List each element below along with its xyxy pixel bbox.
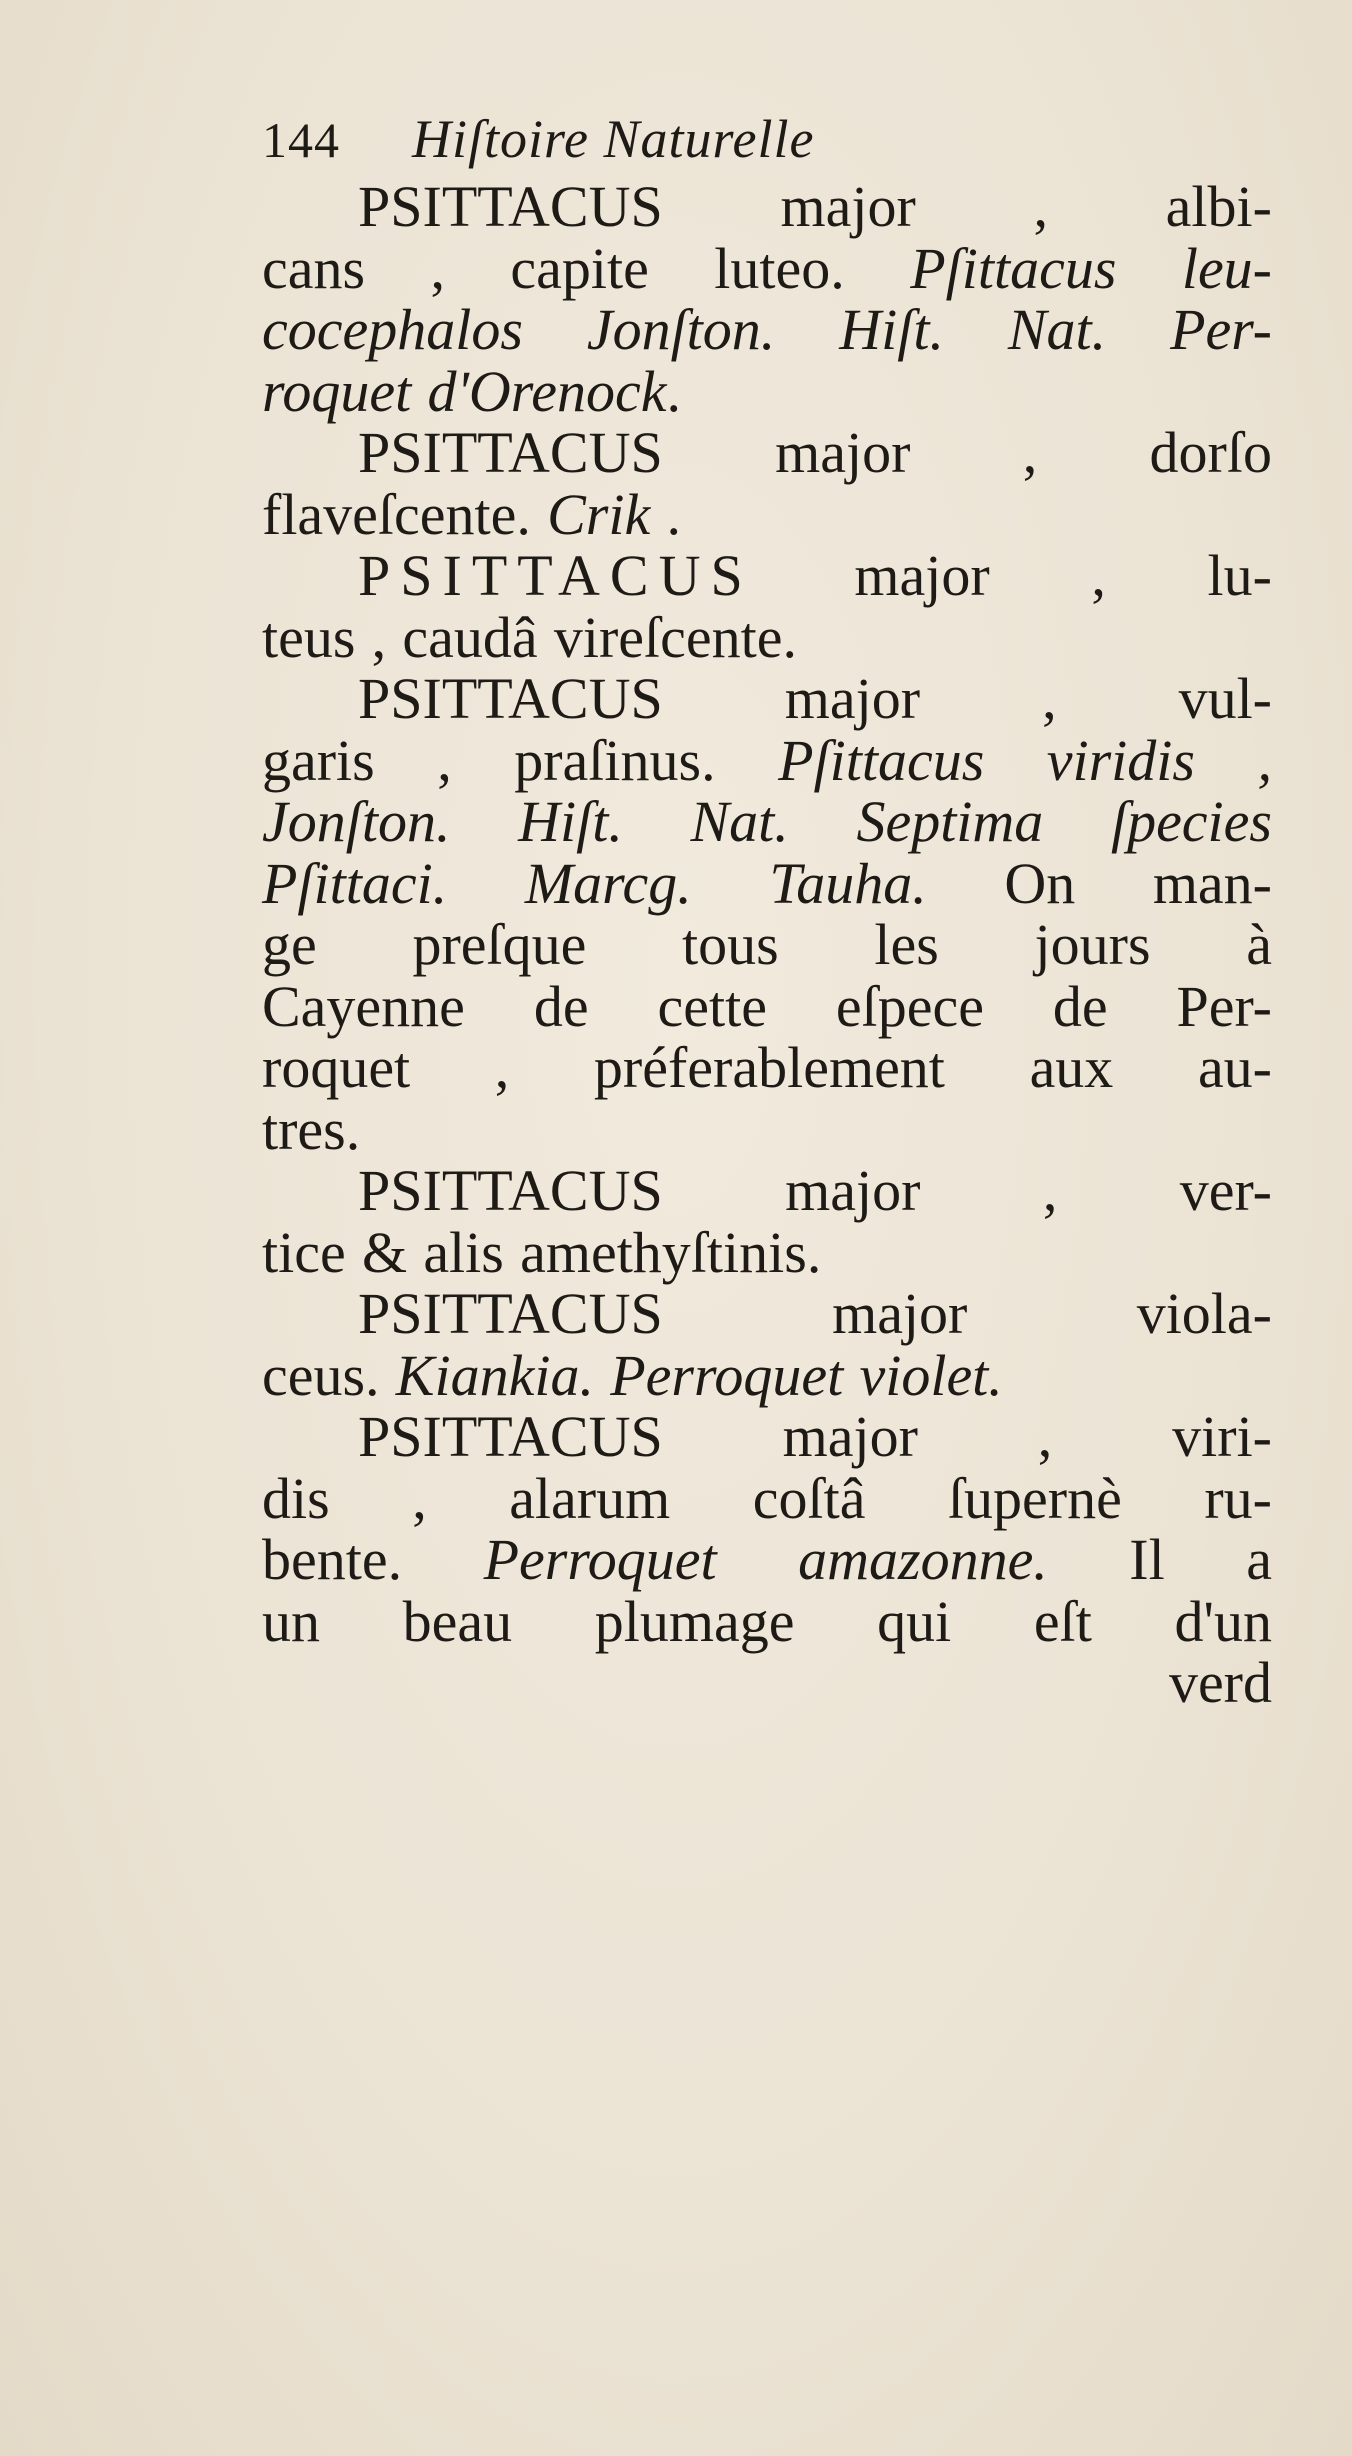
text-run: , — [437, 727, 452, 793]
word — [262, 299, 523, 361]
text-run: ceus. — [262, 1342, 380, 1408]
text-run: , — [1037, 1404, 1053, 1469]
text-run: Pſittaci. — [262, 850, 448, 916]
text-run: ge — [262, 912, 317, 977]
word — [262, 358, 412, 424]
word — [1137, 1283, 1272, 1345]
word — [1174, 1588, 1272, 1654]
text-run: amethyſtinis. — [520, 1219, 822, 1285]
text-run: d'Orenock — [427, 358, 667, 424]
text-run: dis — [262, 1465, 330, 1531]
text-run: preſque — [412, 912, 587, 977]
word — [752, 1465, 866, 1531]
word — [859, 1342, 1003, 1408]
catchword-text: verd — [1168, 1650, 1272, 1715]
text-line — [262, 481, 1272, 547]
word — [358, 545, 753, 607]
word — [587, 299, 775, 361]
word — [262, 1588, 320, 1654]
word — [594, 1037, 945, 1099]
word — [430, 235, 445, 301]
text-run: à — [1246, 912, 1272, 977]
text-run: man- — [1152, 850, 1272, 916]
word — [262, 1465, 330, 1531]
word — [1170, 299, 1272, 361]
text-run: PSITTACUS — [358, 1404, 663, 1469]
text-line — [262, 1406, 1272, 1468]
word — [262, 1342, 380, 1408]
text-run: PSITTACUS — [358, 1281, 663, 1346]
word — [1035, 914, 1151, 976]
text-run: qui — [877, 1588, 952, 1654]
text-line — [262, 850, 1272, 916]
text-run: au- — [1197, 1035, 1272, 1100]
text-run: , — [1033, 174, 1048, 239]
word — [358, 1283, 663, 1345]
text-run: major — [832, 1281, 968, 1346]
text-run: teus — [262, 604, 356, 670]
word — [1033, 1588, 1092, 1654]
word — [778, 727, 985, 793]
text-run: amazonne. — [798, 1527, 1048, 1592]
word — [395, 1342, 594, 1408]
word — [1176, 973, 1272, 1039]
text-run: leu- — [1181, 235, 1272, 301]
word — [518, 791, 623, 853]
text-run: PSITTACUS — [358, 420, 663, 485]
text-line — [262, 668, 1272, 730]
word — [427, 358, 681, 424]
text-line — [262, 914, 1272, 976]
text-run: un — [262, 1588, 320, 1654]
word — [423, 1219, 504, 1285]
word — [262, 1037, 410, 1099]
text-line — [262, 176, 1272, 238]
word — [1111, 791, 1272, 853]
text-line — [262, 1096, 1272, 1162]
word — [358, 422, 663, 484]
text-run: tres. — [262, 1096, 361, 1162]
word — [262, 1096, 361, 1162]
text-run: Kiankia. — [395, 1342, 594, 1408]
text-run: tous — [682, 912, 779, 977]
word — [877, 1588, 952, 1654]
text-run: Per- — [1176, 973, 1272, 1039]
text-run: eſpece — [835, 973, 984, 1039]
word — [1150, 422, 1272, 484]
word — [412, 914, 586, 976]
text-run: jours — [1034, 912, 1151, 977]
text-run: cette — [657, 973, 767, 1039]
word — [780, 176, 915, 238]
word — [533, 973, 589, 1039]
word — [856, 791, 1043, 853]
text-run: eſt — [1033, 1588, 1092, 1654]
text-run: Perroquet — [610, 1342, 844, 1408]
text-run: , — [1042, 1158, 1058, 1223]
text-run: Pſittacus — [778, 727, 985, 793]
text-run: Nat. — [1007, 297, 1107, 362]
word — [1091, 545, 1106, 607]
text-run: Il — [1129, 1527, 1165, 1592]
text-run: & — [361, 1219, 408, 1285]
text-run: flaveſcente. — [262, 481, 531, 547]
word — [785, 1160, 920, 1222]
text-run: major — [854, 543, 990, 608]
text-line — [262, 358, 1272, 424]
text-run: Hiſt. — [518, 789, 623, 854]
text-run: ru- — [1204, 1465, 1272, 1531]
text-run: dorſo — [1149, 420, 1272, 485]
text-run: capite — [510, 235, 649, 301]
text-run: , — [371, 604, 387, 670]
text-run: major — [775, 420, 911, 485]
word — [1030, 1037, 1114, 1099]
word — [262, 914, 317, 976]
text-line — [262, 1037, 1272, 1099]
text-run: roquet — [262, 1035, 411, 1100]
text-run: viola- — [1136, 1281, 1272, 1346]
text-line — [262, 1465, 1272, 1531]
text-run: Crik — [547, 481, 651, 547]
word — [1004, 850, 1076, 916]
text-run: Septima — [856, 789, 1044, 854]
word — [947, 1465, 1122, 1531]
text-line — [262, 791, 1272, 853]
text-run: albi- — [1165, 174, 1272, 239]
text-run: . — [666, 358, 681, 424]
word — [402, 1588, 513, 1654]
text-run: major — [785, 1158, 921, 1223]
word — [1257, 727, 1272, 793]
word — [1180, 1160, 1272, 1222]
text-run: Hiſt. — [839, 297, 944, 362]
word — [361, 1219, 408, 1285]
text-run: tice — [262, 1219, 346, 1285]
word — [1208, 545, 1272, 607]
word — [1052, 973, 1108, 1039]
text-run: les — [874, 912, 939, 977]
text-line — [262, 1160, 1272, 1222]
word — [1179, 668, 1272, 730]
word — [874, 914, 938, 976]
word — [1043, 1160, 1058, 1222]
word — [1033, 176, 1048, 238]
word — [798, 1529, 1048, 1591]
text-line — [262, 545, 1272, 607]
word — [262, 791, 450, 853]
word — [484, 1529, 717, 1591]
body-text — [262, 176, 1272, 1714]
text-run: , — [412, 1465, 427, 1531]
word — [1246, 914, 1272, 976]
word — [524, 850, 692, 916]
text-line — [262, 973, 1272, 1039]
text-run: Nat. — [690, 789, 789, 854]
word — [358, 1406, 663, 1468]
text-line — [262, 1342, 1272, 1408]
text-line — [262, 235, 1272, 301]
text-run: praſinus. — [514, 727, 716, 793]
word — [412, 1465, 427, 1531]
word — [910, 235, 1117, 301]
running-head-title: Hiſtoire Naturelle — [412, 109, 815, 169]
text-run: aux — [1029, 1035, 1114, 1100]
text-line — [262, 1588, 1272, 1654]
word — [783, 1406, 918, 1468]
word — [1008, 299, 1106, 361]
page-number: 144 — [262, 112, 340, 168]
text-run: cocephalos — [262, 297, 523, 362]
text-run: , — [1022, 420, 1038, 485]
word — [358, 176, 663, 238]
text-run: de — [533, 973, 589, 1039]
word — [1046, 727, 1195, 793]
text-line — [262, 299, 1272, 361]
word — [520, 1219, 822, 1285]
text-line — [262, 727, 1272, 793]
word — [714, 235, 845, 301]
word — [691, 791, 789, 853]
word — [371, 604, 387, 670]
text-run: Jonſton. — [262, 789, 451, 854]
running-head — [262, 108, 814, 178]
text-run: major — [780, 174, 916, 239]
text-run: coſtâ — [752, 1465, 866, 1531]
word — [402, 604, 538, 670]
word — [1246, 1529, 1272, 1591]
catchword — [262, 1652, 1272, 1714]
text-run: Pſittacus — [910, 235, 1117, 301]
text-run: Jonſton. — [586, 297, 776, 362]
word — [1023, 422, 1038, 484]
text-run: . — [666, 481, 681, 547]
word — [437, 727, 452, 793]
text-run: major — [782, 1404, 918, 1469]
word — [514, 727, 716, 793]
text-run: ſupernè — [947, 1465, 1122, 1531]
word — [262, 604, 356, 670]
word — [610, 1342, 844, 1408]
word — [657, 973, 767, 1039]
word — [594, 1588, 795, 1654]
word — [510, 235, 649, 301]
word — [262, 235, 366, 301]
text-run: bente. — [262, 1527, 403, 1592]
word — [262, 727, 375, 793]
word — [262, 1529, 402, 1591]
word — [262, 481, 531, 547]
text-run: caudâ — [402, 604, 538, 670]
word — [262, 1219, 346, 1285]
text-run: violet. — [859, 1342, 1003, 1408]
text-run: ſpecies — [1110, 789, 1272, 854]
text-run: Cayenne — [262, 973, 465, 1039]
text-run: préferablement — [593, 1035, 945, 1100]
word — [495, 1037, 510, 1099]
text-run: vul- — [1178, 666, 1272, 731]
text-run: roquet — [262, 358, 412, 424]
word — [358, 668, 663, 730]
text-line — [262, 1219, 1272, 1285]
text-run: , — [430, 235, 445, 301]
text-run: vireſcente. — [553, 604, 798, 670]
text-run: Perroquet — [483, 1527, 717, 1592]
text-run: viri- — [1172, 1404, 1272, 1469]
text-run: ver- — [1179, 1158, 1272, 1223]
text-run: de — [1052, 973, 1108, 1039]
text-run: PSITTACUS — [358, 1158, 663, 1223]
text-run: viridis — [1046, 727, 1195, 793]
word — [775, 422, 910, 484]
word — [1042, 668, 1057, 730]
word — [1172, 1406, 1272, 1468]
word — [666, 481, 681, 547]
text-run: alis — [423, 1219, 504, 1285]
text-run: d'un — [1174, 1588, 1272, 1654]
text-run: Per- — [1170, 297, 1272, 362]
word — [1166, 176, 1272, 238]
text-run: plumage — [594, 1588, 795, 1654]
word — [358, 1160, 663, 1222]
text-run: On — [1004, 850, 1076, 916]
word — [1204, 1465, 1272, 1531]
word — [1038, 1406, 1053, 1468]
text-run: beau — [402, 1588, 513, 1654]
word — [1198, 1037, 1272, 1099]
text-line — [262, 1283, 1272, 1345]
word — [682, 914, 779, 976]
word — [547, 481, 651, 547]
word — [262, 973, 465, 1039]
word — [785, 668, 920, 730]
word — [553, 604, 798, 670]
text-run: alarum — [509, 1465, 671, 1531]
text-run: PSITTACUS — [358, 666, 663, 731]
text-run: , — [1042, 666, 1057, 731]
word — [832, 1283, 967, 1345]
text-run: luteo. — [714, 235, 845, 301]
text-run: cans — [262, 235, 366, 301]
text-run: Marcg. — [524, 850, 692, 916]
text-run: , — [1091, 543, 1106, 608]
text-line — [262, 422, 1272, 484]
word — [769, 850, 927, 916]
text-run: PSITTACUS — [358, 174, 663, 239]
word — [1181, 235, 1272, 301]
word — [835, 973, 984, 1039]
word — [509, 1465, 671, 1531]
text-line — [262, 1529, 1272, 1591]
text-run: major — [784, 666, 921, 731]
word — [262, 850, 448, 916]
text-line — [262, 604, 1272, 670]
text-run: Tauha. — [769, 850, 927, 916]
word — [854, 545, 989, 607]
word — [1152, 850, 1272, 916]
word — [1129, 1529, 1164, 1591]
word — [839, 299, 944, 361]
text-run: lu- — [1207, 543, 1272, 608]
text-run: , — [494, 1035, 510, 1100]
text-run: a — [1246, 1527, 1272, 1592]
text-run: PSITTACUS — [358, 543, 753, 608]
text-run: , — [1257, 727, 1272, 793]
text-run: garis — [262, 727, 375, 793]
